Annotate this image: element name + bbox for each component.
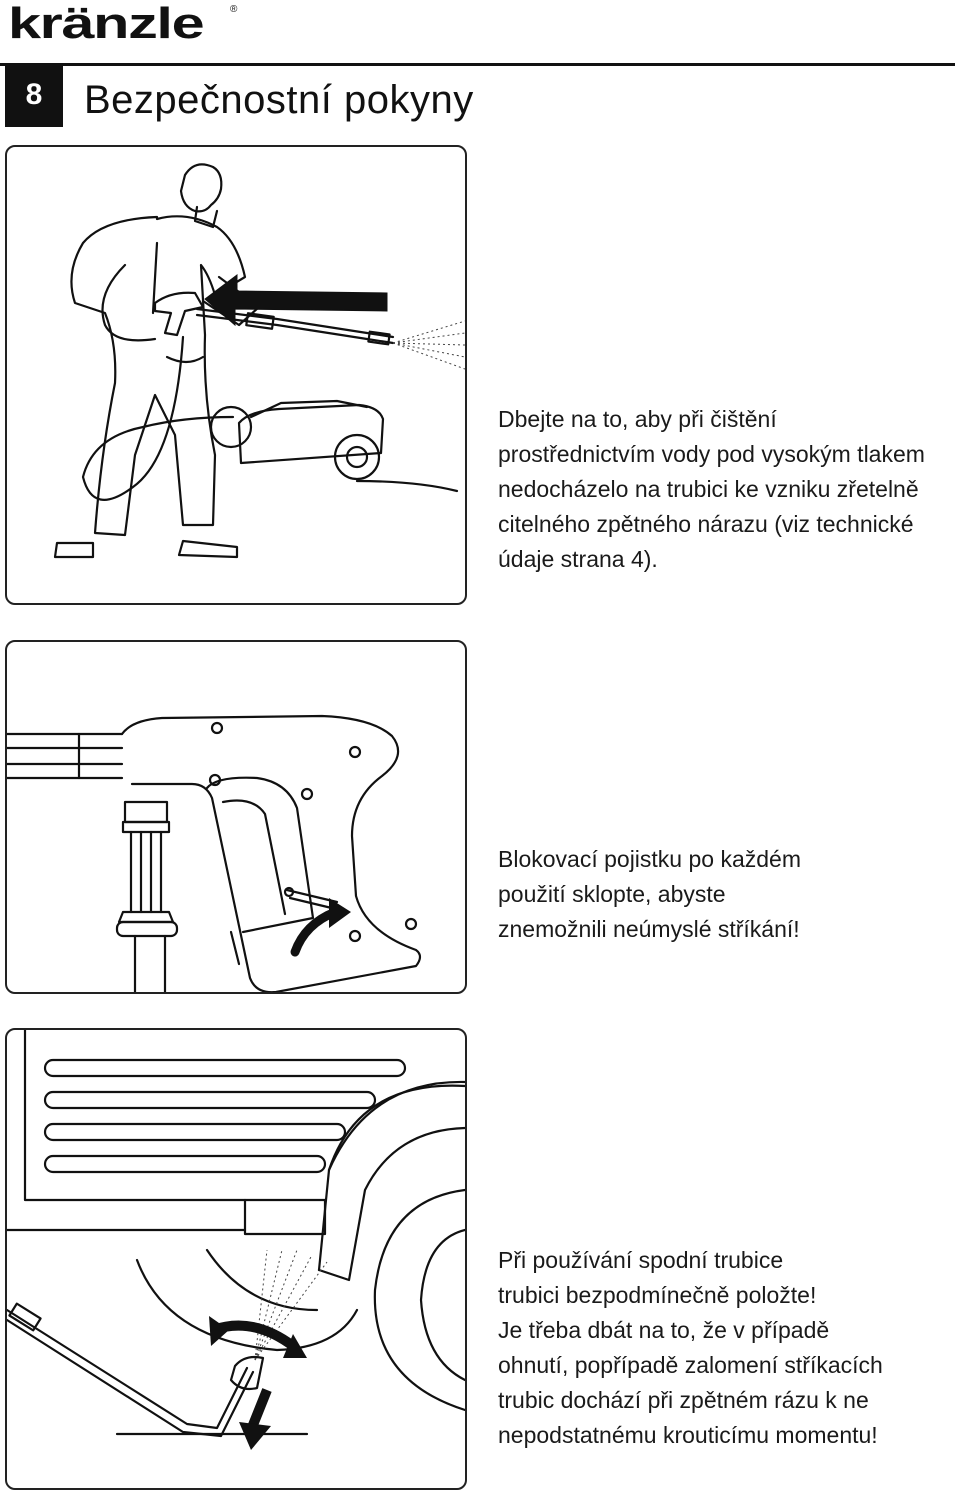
spray-gun-illustration — [7, 642, 465, 992]
registered-mark: ® — [230, 4, 238, 15]
illustration-panel-gun — [5, 640, 467, 994]
section-1-text: Dbejte na to, aby při čištění prostřednictvím vody pod vysokým tlakem nedocházelo na trubici ke vzniku zřetelně citelného zpětného nárazu (viz technické údaje strana 4). — [498, 406, 925, 572]
underbody-lance-illustration — [7, 1030, 465, 1488]
brand-logo-text: kränzle — [8, 0, 204, 48]
section-3-text: Při používání spodní trubice trubici bezpodmínečně položte! Je třeba dbát na to, že v případě ohnutí, popřípadě zalomení stříkacích trubic dochází při zpětném rázu k ne nepodstatnému krouticímu momentu! — [498, 1247, 883, 1448]
page-number: 8 — [5, 63, 63, 127]
worker-recoil-illustration — [7, 147, 465, 603]
section-2-text: Blokovací pojistku po každém použití sklopte, abyste znemožnili neúmyslé stříkání! — [498, 846, 801, 942]
page-title: Bezpečnostní pokyny — [84, 78, 474, 122]
illustration-panel-worker — [5, 145, 467, 605]
illustration-panel-underbody — [5, 1028, 467, 1490]
brand-logo — [8, 0, 240, 48]
header-rule — [0, 63, 955, 66]
